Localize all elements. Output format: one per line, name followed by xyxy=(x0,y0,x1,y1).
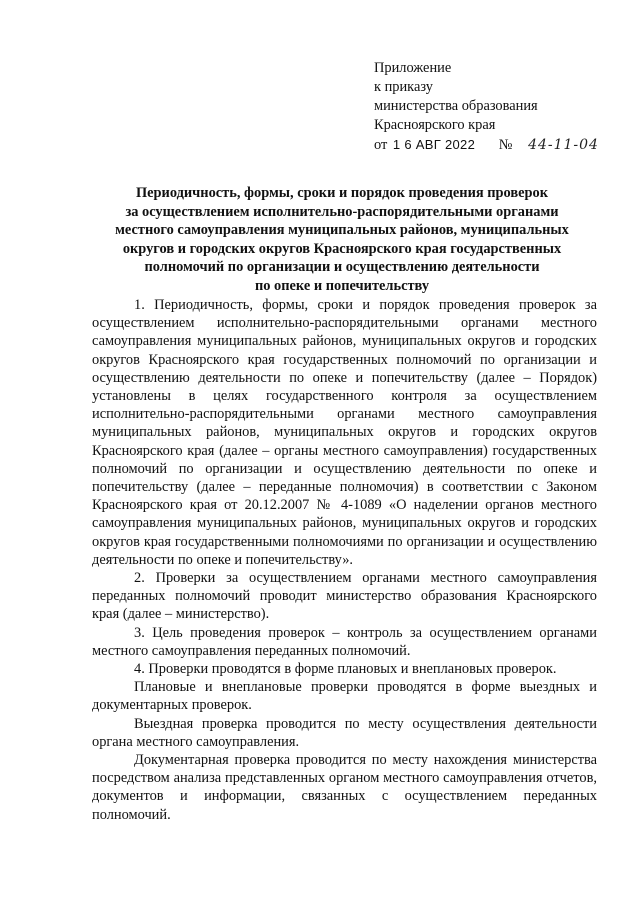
paragraph-5: Плановые и внеплановые проверки проводятся в форме выездных и документарных проверок. xyxy=(92,679,597,714)
document-body xyxy=(92,296,597,824)
order-line xyxy=(374,135,624,155)
appendix-line-2: к приказу xyxy=(374,79,433,95)
paragraph-6: Выездная проверка проводится по месту осуществления деятельности органа местного самоуправления. xyxy=(92,715,597,750)
order-number-handwritten: 44-11-04 xyxy=(528,137,599,153)
title-line-6: по опеке и попечительству xyxy=(254,277,430,294)
paragraph-7: Документарная проверка проводится по месту нахождения министерства посредством анализа представленных органом местного самоуправления отчетов, документов и информации, связанных с осуществлением переданных полномочий. xyxy=(92,752,597,823)
title-line-3: местного самоуправления муниципальных районов, муниципальных xyxy=(115,222,569,238)
paragraph-2: 2. Проверки за осуществлением органами местного самоуправления переданных полномочий проводит министерство образования Красноярского края (далее – министерство). xyxy=(92,570,597,623)
paragraph-1: 1. Периодичность, формы, сроки и порядок проведения проверок за осуществлением исполнительно-распорядительными органами местного самоуправления муниципальных районов, муниципальных округов и городских округов Красноярского края государственных полномочий по организации и осуществлению деятельности по опеке и попечительству (далее – Порядок) установлены в целях государственного контроля за осуществлением исполнительно-распорядительными органами местного самоуправления муниципальных районов, муниципальных округов и городских округов Красноярского края (далее – органы местного самоуправления) государственных полномочий по организации и осуществлению деятельности по опеке и попечительству (далее – переданные полномочия) в соответствии с Законом Красноярского края от 20.12.2007 № 4-1089 «О наделении органов местного самоуправления муниципальных районов, муниципальных округов и городских округов края государственными полномочиями по организации и осуществлению деятельности по опеке и попечительству». xyxy=(92,297,597,568)
appendix-line-4: Красноярского края xyxy=(374,117,496,133)
title-line-4: округов и городских округов Красноярского края государственных xyxy=(122,240,562,257)
order-date-stamp: 1 6 АВГ 2022 xyxy=(392,137,476,152)
document-title xyxy=(96,184,588,295)
order-number-sign: № xyxy=(498,137,513,153)
paragraph-3: 3. Цель проведения проверок – контроль за осуществлением органами местного самоуправления переданных полномочий. xyxy=(92,624,597,659)
appendix-line-3: министерства образования xyxy=(374,98,538,114)
appendix-header xyxy=(374,59,624,155)
title-line-1: Периодичность, формы, сроки и порядок проведения проверок xyxy=(135,185,549,201)
paragraph-4: 4. Проверки проводятся в форме плановых и внеплановых проверок. xyxy=(134,661,557,678)
title-line-5: полномочий по организации и осуществлению деятельности xyxy=(144,259,540,275)
order-prefix: от xyxy=(374,137,388,153)
title-line-2: за осуществлением исполнительно-распорядительными органами xyxy=(125,203,559,220)
appendix-line-1: Приложение xyxy=(374,60,452,76)
